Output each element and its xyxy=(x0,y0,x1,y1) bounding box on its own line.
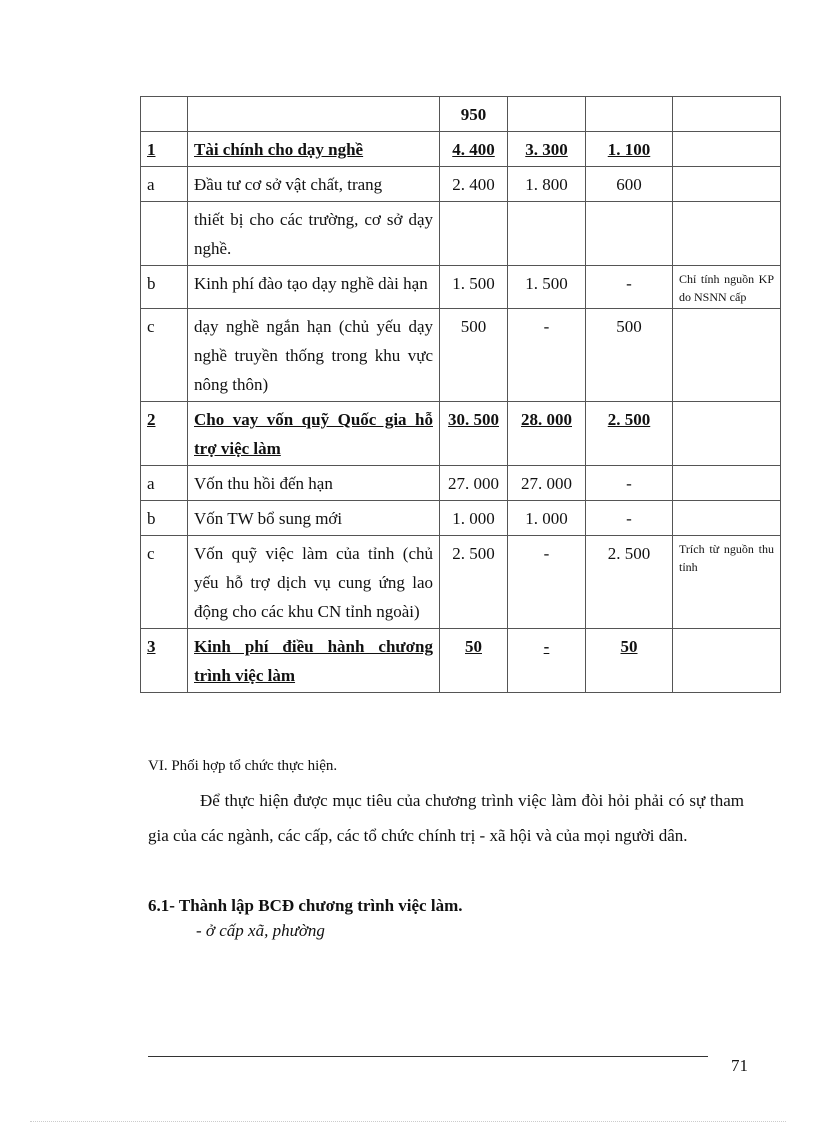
section-vi-body: Để thực hiện được mục tiêu của chương trình việc làm đòi hỏi phải có sự tham gia của các ngành, các cấp, các tổ chức chính trị - xã hội và của mọi người dân. xyxy=(148,791,744,845)
value-total-text: 50 xyxy=(465,637,482,656)
value-local-text: 2. 500 xyxy=(607,544,651,563)
value-total xyxy=(440,202,508,266)
budget-table xyxy=(140,96,781,693)
value-total xyxy=(440,167,508,202)
value-local xyxy=(586,536,673,629)
value-local xyxy=(586,466,673,501)
value-local-text: - xyxy=(626,274,632,293)
row-description-text: Tài chính cho dạy nghề xyxy=(194,140,364,159)
section-vi-heading: VI. Phối hợp tổ chức thực hiện. xyxy=(148,758,338,774)
row-note xyxy=(673,97,781,132)
section-6-1-subitem: - ở cấp xã, phường xyxy=(196,921,325,940)
value-local-text: 50 xyxy=(620,637,638,656)
row-description xyxy=(188,629,440,693)
value-central xyxy=(508,629,586,693)
row-note xyxy=(673,402,781,466)
value-total xyxy=(440,266,508,309)
value-central xyxy=(508,536,586,629)
row-description-text: Vốn TW bổ sung mới xyxy=(194,509,343,528)
value-central xyxy=(508,97,586,132)
row-number-text: 1 xyxy=(147,140,156,159)
value-local xyxy=(586,97,673,132)
value-total-text: 27. 000 xyxy=(448,474,499,493)
row-number xyxy=(141,132,188,167)
value-total xyxy=(440,132,508,167)
row-description-text: Cho vay vốn quỹ Quốc gia hỗ trợ việc làm xyxy=(194,410,433,458)
value-local xyxy=(586,309,673,402)
row-number-text: a xyxy=(147,474,155,493)
row-number xyxy=(141,501,188,536)
value-total-text: 950 xyxy=(460,105,487,124)
table-row xyxy=(141,132,781,167)
value-total-text: 500 xyxy=(460,317,487,336)
value-local xyxy=(586,266,673,309)
row-description-text: Kinh phí đào tạo dạy nghề dài hạn xyxy=(194,274,428,293)
value-central xyxy=(508,132,586,167)
value-local-text: - xyxy=(626,474,632,493)
table-row xyxy=(141,202,781,266)
value-total xyxy=(440,501,508,536)
value-central-text: 1. 500 xyxy=(525,274,568,293)
table-row xyxy=(141,501,781,536)
value-local xyxy=(586,402,673,466)
row-note xyxy=(673,132,781,167)
value-central-text: - xyxy=(543,637,550,656)
row-note xyxy=(673,202,781,266)
value-central xyxy=(508,266,586,309)
row-description-text: Vốn thu hồi đến hạn xyxy=(194,474,333,493)
value-total xyxy=(440,466,508,501)
row-note xyxy=(673,629,781,693)
row-number-text: c xyxy=(147,544,155,563)
value-central-text: 28. 000 xyxy=(521,410,572,429)
value-central xyxy=(508,167,586,202)
row-description xyxy=(188,97,440,132)
row-description xyxy=(188,309,440,402)
value-local xyxy=(586,167,673,202)
value-total-text: 2. 400 xyxy=(452,175,495,194)
row-description-text: dạy nghề ngắn hạn (chủ yếu dạy nghề truyền thống trong khu vực nông thôn) xyxy=(194,317,433,394)
row-note xyxy=(673,536,781,629)
row-description-text: Đầu tư cơ sở vật chất, trang xyxy=(194,175,383,194)
row-number xyxy=(141,466,188,501)
value-central-text: 1. 000 xyxy=(525,509,568,528)
value-local-text: 2. 500 xyxy=(607,410,651,429)
value-central xyxy=(508,501,586,536)
row-note-text: Chỉ tính nguồn KP do NSNN cấp xyxy=(679,272,774,304)
row-note xyxy=(673,309,781,402)
row-description xyxy=(188,266,440,309)
value-total-text: 1. 000 xyxy=(452,509,495,528)
value-central-text: - xyxy=(543,544,550,563)
row-number-text: a xyxy=(147,175,155,194)
value-total xyxy=(440,629,508,693)
row-description xyxy=(188,536,440,629)
table-row xyxy=(141,629,781,693)
table-row xyxy=(141,266,781,309)
value-total xyxy=(440,402,508,466)
table-row xyxy=(141,466,781,501)
row-note xyxy=(673,167,781,202)
row-number xyxy=(141,202,188,266)
row-note xyxy=(673,466,781,501)
value-total-text: 1. 500 xyxy=(452,274,495,293)
row-description xyxy=(188,167,440,202)
value-local-text: 500 xyxy=(616,317,642,336)
row-number xyxy=(141,309,188,402)
row-description-text: thiết bị cho các trường, cơ sở dạy nghề. xyxy=(194,210,433,258)
row-description xyxy=(188,132,440,167)
value-local-text: - xyxy=(626,509,632,528)
table-row xyxy=(141,97,781,132)
value-local xyxy=(586,629,673,693)
row-number xyxy=(141,402,188,466)
row-number xyxy=(141,266,188,309)
table-row xyxy=(141,402,781,466)
row-number xyxy=(141,629,188,693)
row-number-text: b xyxy=(147,274,156,293)
row-description xyxy=(188,501,440,536)
row-number xyxy=(141,97,188,132)
value-local xyxy=(586,132,673,167)
row-note xyxy=(673,266,781,309)
value-total xyxy=(440,97,508,132)
row-number-text: 3 xyxy=(147,637,156,656)
row-number-text: c xyxy=(147,317,155,336)
value-central-text: - xyxy=(543,317,550,336)
footer-divider xyxy=(148,1056,708,1057)
section-6-1-heading: 6.1- Thành lập BCĐ chương trình việc làm. xyxy=(148,896,463,915)
value-central xyxy=(508,309,586,402)
row-number xyxy=(141,167,188,202)
table-row xyxy=(141,536,781,629)
row-number-text: 2 xyxy=(147,410,156,429)
value-central-text: 1. 800 xyxy=(525,175,568,194)
page-number: 71 xyxy=(731,1056,748,1075)
value-local-text: 1. 100 xyxy=(607,140,651,159)
value-central xyxy=(508,402,586,466)
value-central-text: 3. 300 xyxy=(525,140,568,159)
value-total xyxy=(440,536,508,629)
page-edge xyxy=(30,1121,786,1122)
value-local-text: 600 xyxy=(616,175,642,194)
row-description xyxy=(188,202,440,266)
row-number xyxy=(141,536,188,629)
row-description-text: Vốn quỹ việc làm của tỉnh (chủ yếu hỗ trợ dịch vụ cung ứng lao động cho các khu CN tỉnh ngoài) xyxy=(194,544,433,621)
table-row xyxy=(141,309,781,402)
row-note xyxy=(673,501,781,536)
value-central xyxy=(508,202,586,266)
value-central-text: 27. 000 xyxy=(521,474,572,493)
row-note-text: Trích từ nguồn thu tỉnh xyxy=(679,542,774,574)
value-local xyxy=(586,501,673,536)
row-description xyxy=(188,402,440,466)
value-local xyxy=(586,202,673,266)
row-number-text: b xyxy=(147,509,156,528)
value-total xyxy=(440,309,508,402)
row-description-text: Kinh phí điều hành chương trình việc làm xyxy=(194,637,433,685)
value-total-text: 4. 400 xyxy=(452,140,495,159)
table-row xyxy=(141,167,781,202)
row-description xyxy=(188,466,440,501)
value-central xyxy=(508,466,586,501)
value-total-text: 30. 500 xyxy=(448,410,499,429)
value-total-text: 2. 500 xyxy=(452,544,495,563)
